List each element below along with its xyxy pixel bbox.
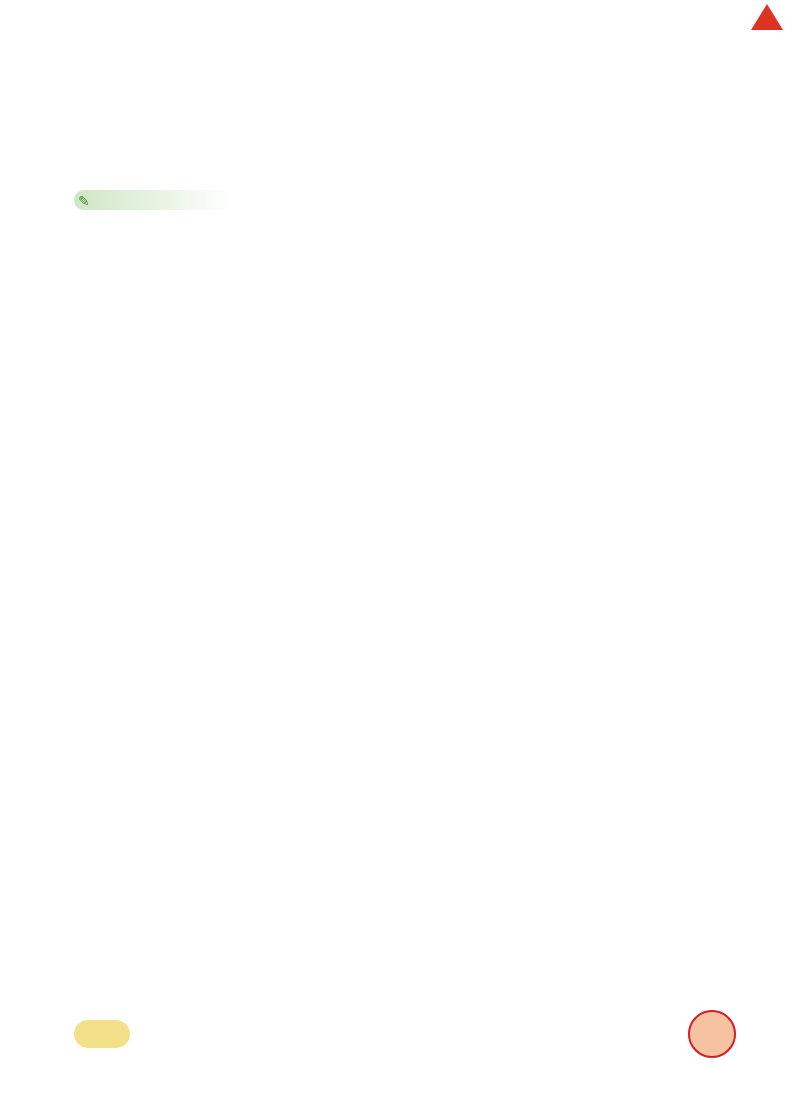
page-footer — [74, 1020, 734, 1050]
brand-logo — [740, 4, 794, 46]
logo-icon — [751, 4, 783, 30]
mascot-icon — [688, 1010, 736, 1058]
page-number — [74, 1020, 130, 1048]
pencil-icon: ✎ — [78, 194, 90, 210]
section-header — [74, 190, 234, 210]
top-vocab-strip — [74, 89, 732, 179]
